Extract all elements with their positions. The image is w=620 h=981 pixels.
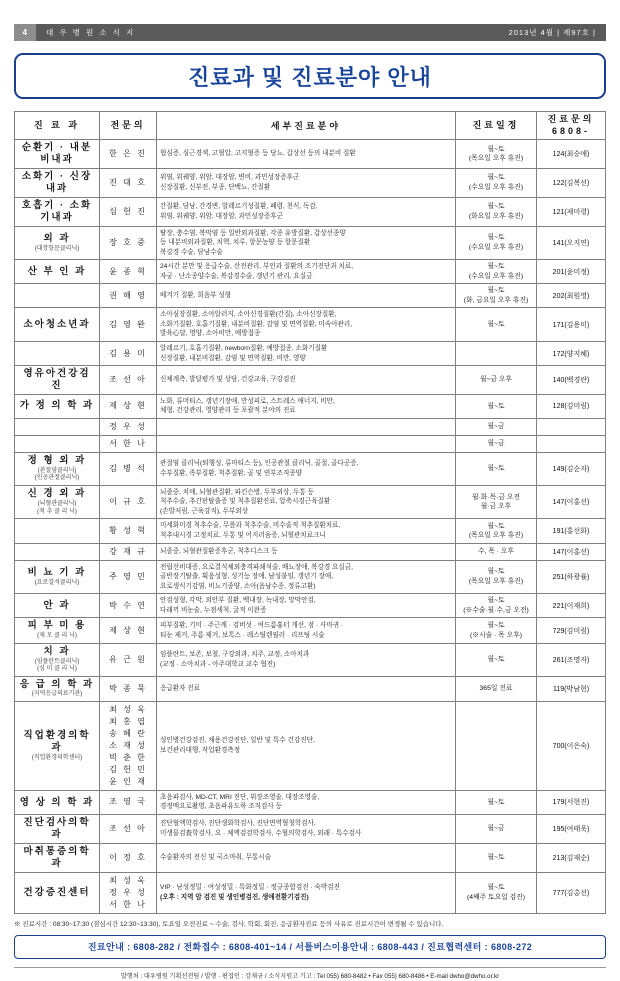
cell-tel: 119(박남현) bbox=[537, 676, 606, 701]
department-name: 영유아건강검진 bbox=[23, 368, 91, 391]
cell-field bbox=[157, 418, 456, 435]
cell-department bbox=[15, 519, 100, 543]
table-row bbox=[15, 140, 606, 169]
cell-schedule: 월~토 (목요일 오후 휴진) bbox=[456, 519, 537, 543]
cell-tel: 124(최승애) bbox=[537, 140, 606, 169]
cell-field: 탈장, 충수염, 복막염 등 일반외과질환, 각종 유방질환, 갑상선종양 등 내분비외과질환, 치핵, 치루, 항문농양 등 항문질환 복강경 수술, 담낭수술 bbox=[157, 226, 456, 260]
cell-doctor: 조 선 아 bbox=[100, 815, 157, 844]
department-name: 마취통증의학과 bbox=[23, 845, 91, 869]
department-table bbox=[14, 111, 606, 914]
cell-schedule: 월~토 bbox=[456, 790, 537, 814]
cell-doctor: 주 영 민 bbox=[100, 560, 157, 594]
cell-tel: 121(제미령) bbox=[537, 197, 606, 226]
cell-schedule: 월~토 (※수술·월·수,금 오전) bbox=[456, 594, 537, 618]
department-name: 소아청소년과 bbox=[23, 318, 91, 330]
table-row bbox=[15, 519, 606, 543]
cell-department bbox=[15, 226, 100, 260]
cell-department bbox=[15, 872, 100, 913]
cell-schedule: 월~토 (4째주 토요일 검진) bbox=[456, 872, 537, 913]
cell-field: 소아심장질환, 소아알러지, 소아신경질환(간질), 소아신장질환, 소화기질환, 호흡기질환, 내분비질환, 감염 및 면역질환, 미숙아관리, 발육心달, 영양, 소아비만, 예방접종 bbox=[157, 308, 456, 342]
cell-schedule: 월~금 bbox=[456, 815, 537, 844]
cell-schedule: 월~토 (수요일 오후 휴진) bbox=[456, 226, 537, 260]
cell-doctor: 제 상 현 bbox=[100, 618, 157, 643]
cell-tel: 700(이은숙) bbox=[537, 701, 606, 790]
table-row bbox=[15, 843, 606, 872]
newsletter-page bbox=[0, 24, 620, 980]
cell-tel: 191(홍선화) bbox=[537, 519, 606, 543]
cell-tel: 171(김용미) bbox=[537, 308, 606, 342]
table-row bbox=[15, 308, 606, 342]
cell-field: 응급환자 진료 bbox=[157, 676, 456, 701]
cell-field: 위염, 위궤양, 위암, 대장암, 변비, 과민성장증후군 신장질환, 신부전, 부종, 단백뇨, 간질환 bbox=[157, 169, 456, 198]
cell-schedule: 월~토 bbox=[456, 452, 537, 485]
cell-tel: 149(김순자) bbox=[537, 452, 606, 485]
cell-tel: 261(조명자) bbox=[537, 643, 606, 676]
cell-doctor: 한 은 진 bbox=[100, 140, 157, 169]
department-subtitle: (뇌혈관클리닉) (척 추 클 리 닉) bbox=[37, 501, 77, 515]
cell-department bbox=[15, 394, 100, 418]
cell-field: 알레르기, 호흡기질환, newborn질환, 예방접종, 소화기질환 신장질환, 내분비질환, 감염 및 면역질환, 비만, 영양 bbox=[157, 342, 456, 366]
cell-field: VIP · 남성정밀 · 여성정밀 · 특화정밀 · 정규종합검진 · 숙박검진 (오후 : 지역 암 검진 및 생인병검진, 생애전환기검진) bbox=[157, 872, 456, 913]
department-name: 비 뇨 기 과 bbox=[27, 566, 87, 578]
cell-tel: 195(여태욱) bbox=[537, 815, 606, 844]
department-subtitle: (직업환경의학센터) bbox=[31, 754, 83, 761]
cell-tel: 122(김복선) bbox=[537, 169, 606, 198]
cell-field: 신체계측, 발달평가 및 상담, 건강교육, 구강검진 bbox=[157, 366, 456, 395]
cell-tel: 251(하광률) bbox=[537, 560, 606, 594]
cell-doctor: 이 규 호 bbox=[100, 485, 157, 519]
cell-tel: 128(김미림) bbox=[537, 394, 606, 418]
cell-field: 관절염 클리닉(퇴행성, 류마티스 등), 인공관절 클리닉, 골절, 골다공증, 수부질환, 족부질환, 척추질환, 골 및 연부조직종양 bbox=[157, 452, 456, 485]
cell-doctor: 최 성 욱 정 우 성 서 한 나 bbox=[100, 872, 157, 913]
department-name: 산 부 인 과 bbox=[27, 265, 87, 277]
cell-doctor: 김 영 완 bbox=[100, 308, 157, 342]
cell-doctor: 서 한 나 bbox=[100, 435, 157, 452]
table-row bbox=[15, 226, 606, 260]
cell-doctor: 심 헌 진 bbox=[100, 197, 157, 226]
table-row bbox=[15, 485, 606, 519]
cell-tel: 179(서현진) bbox=[537, 790, 606, 814]
cell-schedule: 월~금 bbox=[456, 418, 537, 435]
cell-schedule: 365일 진료 bbox=[456, 676, 537, 701]
cell-field: 뇌졸중, 뇌혈관질환증후군, 척추디스크 등 bbox=[157, 543, 456, 560]
table-row bbox=[15, 366, 606, 395]
cell-department bbox=[15, 197, 100, 226]
cell-field: 협심증, 심근경색, 고혈압, 고지혈증 등 당뇨, 갑상선 등의 내분비 질환 bbox=[157, 140, 456, 169]
header-schedule: 진료일정 bbox=[456, 112, 537, 140]
cell-field: 간질환, 담낭, 간경변, 알레르기성질환, 폐렴, 천식, 독감, 위염, 위궤양, 위암, 대장암, 과민성장증후군 bbox=[157, 197, 456, 226]
cell-tel: 213(김재순) bbox=[537, 843, 606, 872]
cell-department bbox=[15, 543, 100, 560]
cell-department bbox=[15, 485, 100, 519]
cell-department bbox=[15, 676, 100, 701]
publication-name: 대 우 병 원 소 식 지 bbox=[46, 28, 136, 37]
table-header-row bbox=[15, 112, 606, 140]
department-subtitle: (지역응급의료기관) bbox=[31, 691, 83, 698]
cell-department bbox=[15, 308, 100, 342]
department-subtitle: (요로결석클리닉) bbox=[34, 579, 80, 586]
cell-doctor: 유 근 원 bbox=[100, 643, 157, 676]
cell-tel: 147(이홍선) bbox=[537, 485, 606, 519]
colophon: 발행처 : 대우병원 기획선전팀 / 발행 · 편집인 : 강재규 / 소식지원고 기고 : Tel 055) 680-8482 • Fax 055) 680-8486 • E-mail dwho@dwho.or.kr bbox=[14, 967, 606, 981]
department-name: 안 과 bbox=[43, 599, 71, 611]
cell-department bbox=[15, 435, 100, 452]
cell-tel: 729(김미림) bbox=[537, 618, 606, 643]
cell-tel: 221(이재희) bbox=[537, 594, 606, 618]
cell-schedule: 월~토 (※시술 · 목 오후) bbox=[456, 618, 537, 643]
cell-doctor: 조 영 국 bbox=[100, 790, 157, 814]
department-subtitle: (제 모 클 리 닉) bbox=[37, 633, 77, 640]
department-name: 영 상 의 학 과 bbox=[19, 796, 95, 808]
cell-department bbox=[15, 815, 100, 844]
cell-department bbox=[15, 452, 100, 485]
cell-schedule: 월~토 bbox=[456, 643, 537, 676]
cell-field: 노화, 류머티스, 갱년기장애, 만성피로, 스트레스 애너지, 비만, 체형, 건강관리, 영양관리 등 포괄적 분야의 진료 bbox=[157, 394, 456, 418]
department-name: 신 경 외 과 bbox=[27, 488, 87, 500]
department-name: 순환기 · 내분비내과 bbox=[21, 142, 93, 166]
cell-schedule: 월~토 (목요일 오후 휴진) bbox=[456, 560, 537, 594]
cell-tel: 147(이홍선) bbox=[537, 543, 606, 560]
department-name: 외 과 bbox=[43, 232, 71, 244]
cell-doctor: 권 해 영 bbox=[100, 284, 157, 308]
cell-field: 성인병건강검진, 채용건강진단, 일반 및 특수 건강진단, 보건관리대행, 작업환경측정 bbox=[157, 701, 456, 790]
table-row bbox=[15, 197, 606, 226]
cell-department bbox=[15, 169, 100, 198]
cell-tel: 172(양지혜) bbox=[537, 342, 606, 366]
department-name: 호흡기 · 소화기내과 bbox=[21, 199, 93, 223]
cell-schedule: 월~토 (수요일 오후 휴진) bbox=[456, 260, 537, 284]
department-name: 응 급 의 학 과 bbox=[19, 678, 95, 690]
table-row bbox=[15, 643, 606, 676]
cell-doctor: 조 선 아 bbox=[100, 366, 157, 395]
page-header-bar bbox=[14, 24, 606, 41]
cell-schedule: 월~금 bbox=[456, 435, 537, 452]
cell-schedule: 월·화·목·금 오전 월·금 오후 bbox=[456, 485, 537, 519]
cell-schedule bbox=[456, 701, 537, 790]
page-title-box bbox=[14, 53, 606, 99]
cell-tel: 140(백경란) bbox=[537, 366, 606, 395]
cell-tel: 777(김총선) bbox=[537, 872, 606, 913]
department-name: 직업환경의학과 bbox=[23, 729, 91, 753]
cell-doctor: 윤 종 혁 bbox=[100, 260, 157, 284]
table-row bbox=[15, 543, 606, 560]
cell-field: 미세화미경 척추수술, 무릎과 척추수술, 비수술적 척추질환치료, 척추내시경 고정치료, 두통 및 어지러움증, 뇌혈관치료크니 bbox=[157, 519, 456, 543]
table-row bbox=[15, 815, 606, 844]
cell-schedule: 월~금 오후 bbox=[456, 366, 537, 395]
header-tel bbox=[537, 112, 606, 140]
page-title: 진료과 및 진료분야 안내 bbox=[188, 64, 432, 90]
cell-doctor: 장 호 중 bbox=[100, 226, 157, 260]
cell-schedule: 월~토 (화, 금요일 오후 휴진) bbox=[456, 284, 537, 308]
cell-doctor: 황 성 혁 bbox=[100, 519, 157, 543]
cell-department bbox=[15, 618, 100, 643]
header-dept: 진 료 과 bbox=[15, 112, 100, 140]
table-row bbox=[15, 169, 606, 198]
cell-schedule: 월~토 bbox=[456, 843, 537, 872]
cell-department bbox=[15, 643, 100, 676]
cell-field: 임플란트, 보존, 보철, 구강외과, 치주, 교정, 소아치과 (교정 · 소아치과 - 아주대학교 교수 협진) bbox=[157, 643, 456, 676]
cell-doctor: 제 상 현 bbox=[100, 394, 157, 418]
cell-field: 뇌졸중, 치매, 뇌혈관질환, 파킨슨병, 두부외상, 두통 등 척추수술, 추간판탈출증 및 척추질환진료, 압축시경근육질환 (손발저림, 근육강직), 두부외상 bbox=[157, 485, 456, 519]
table-row bbox=[15, 284, 606, 308]
department-name: 진단검사의학과 bbox=[23, 817, 91, 840]
cell-department bbox=[15, 342, 100, 366]
cell-field: 초음파검사, MD-CT, MRI 진단, 위장조영술, 대장조영술, 경정맥요로촬영, 초음파유도하 조직검사 등 bbox=[157, 790, 456, 814]
table-row bbox=[15, 435, 606, 452]
department-subtitle: (관절염클리닉) (인공관절클리닉) bbox=[34, 467, 80, 482]
table-row bbox=[15, 594, 606, 618]
header-field: 세부진료분야 bbox=[157, 112, 456, 140]
department-name: 가 정 의 학 과 bbox=[19, 400, 95, 412]
table-row bbox=[15, 676, 606, 701]
table-row bbox=[15, 418, 606, 435]
cell-department bbox=[15, 790, 100, 814]
department-name: 치 과 bbox=[43, 645, 71, 657]
cell-schedule: 월~토 bbox=[456, 394, 537, 418]
cell-doctor: 진 대 호 bbox=[100, 169, 157, 198]
table-row bbox=[15, 872, 606, 913]
table-row bbox=[15, 618, 606, 643]
table-row bbox=[15, 790, 606, 814]
cell-tel: 201(윤미정) bbox=[537, 260, 606, 284]
cell-field: 베겨기 질환, 희음부 성형 bbox=[157, 284, 456, 308]
cell-tel bbox=[537, 435, 606, 452]
cell-field: 24시간 분만 및 응급수술, 산전관리, 부인과 질환의 조기진단과 치료, 자궁 · 난소종양수술, 복강경수술, 갱년기 관리, 요실금 bbox=[157, 260, 456, 284]
cell-field bbox=[157, 435, 456, 452]
header-tel-line1: 진료문의 bbox=[547, 114, 595, 124]
page-number: 4 bbox=[14, 24, 36, 41]
cell-department bbox=[15, 701, 100, 790]
cell-schedule: 월~토 (목요일 오후 휴진) bbox=[456, 140, 537, 169]
cell-department bbox=[15, 418, 100, 435]
cell-doctor: 김 병 석 bbox=[100, 452, 157, 485]
department-name: 피 부 미 용 bbox=[27, 620, 87, 632]
table-row bbox=[15, 560, 606, 594]
cell-field: 수술환자의 전신 및 국소마취, 무통시술 bbox=[157, 843, 456, 872]
cell-department bbox=[15, 843, 100, 872]
cell-field: 피부질환, 기미 · 주근깨 · 검버섯 · 여드름흉터 개선, 점 · 사마귀 · 티눈 제거, 주름 제거, 보톡스 · 레스틸렌필러 · 리프팅 시술 bbox=[157, 618, 456, 643]
cell-doctor: 정 우 성 bbox=[100, 418, 157, 435]
schedule-footnote: ※ 진료시간 : 08:30~17:30 (점심시간 12:30~13:30), 토요일 오전진료 ~ 수술, 검사, 학회, 회진, 응급환자진료 등의 사유로 진료시간이 변경될 수 있습니다. bbox=[14, 920, 444, 928]
contact-info-bar: 진료안내 : 6808-282 / 전화접수 : 6808-401~14 / 서틀버스이용안내 : 6808-443 / 진료협력센터 : 6808-272 bbox=[14, 935, 606, 959]
table-body bbox=[15, 140, 606, 913]
cell-field: 진단혈액학검사, 진단생화학검사, 진단면역혈청학검사, 미생물검查학검사, 요 · 체액검검학검사, 수혈의학검사, 외래 · 특수검사 bbox=[157, 815, 456, 844]
cell-schedule: 수, 목 · 오후 bbox=[456, 543, 537, 560]
table-row bbox=[15, 260, 606, 284]
cell-field: 전립선비대증, 요로결석체외충격파쇄석술, 배뇨장애, 복강경 요실금, 골반장기탈출, 획음성형, 성기능 장애, 남성불임, 갱년기 장애, 요로생식기감염, 비뇨기종양, 소아(음낭수종, 정류고환) bbox=[157, 560, 456, 594]
cell-tel bbox=[537, 418, 606, 435]
cell-doctor: 이 정 호 bbox=[100, 843, 157, 872]
cell-doctor: 김 용 미 bbox=[100, 342, 157, 366]
cell-schedule: 월~토 bbox=[456, 308, 537, 342]
cell-doctor: 최 성 욱 최 홍 엽 송 혜 란 소 재 성 빅 춘 한 김 헌 민 윤 인 재 bbox=[100, 701, 157, 790]
table-row bbox=[15, 342, 606, 366]
cell-schedule: 월~토 (화요일 오후 휴진) bbox=[456, 197, 537, 226]
cell-tel: 202(최원영) bbox=[537, 284, 606, 308]
table-row bbox=[15, 701, 606, 790]
department-name: 소화기 · 신장내과 bbox=[21, 171, 93, 194]
cell-department bbox=[15, 140, 100, 169]
cell-department bbox=[15, 366, 100, 395]
cell-schedule: 월~토 (수요일 오후 휴진) bbox=[456, 169, 537, 198]
department-name: 건강증진센터 bbox=[23, 886, 91, 898]
header-tel-line2: 6808- bbox=[551, 125, 591, 136]
department-subtitle: (임플란트클리닉) (심 미 클 리 닉) bbox=[34, 658, 80, 673]
table-row bbox=[15, 452, 606, 485]
cell-department bbox=[15, 560, 100, 594]
cell-department bbox=[15, 260, 100, 284]
header-doctor: 전문의 bbox=[100, 112, 157, 140]
table-row bbox=[15, 394, 606, 418]
cell-doctor: 박 종 묵 bbox=[100, 676, 157, 701]
cell-field: 안검성형, 각막, 외안부 질환, 백내장, 녹내장, 망막안검, 다래끼 비눈술, 누점세척, 굴적 이완증 bbox=[157, 594, 456, 618]
cell-doctor: 강 재 규 bbox=[100, 543, 157, 560]
department-name: 정 형 외 과 bbox=[27, 454, 87, 466]
cell-department bbox=[15, 594, 100, 618]
issue-info: 2013년 4월 | 제97호 | bbox=[508, 28, 596, 37]
cell-department bbox=[15, 284, 100, 308]
cell-schedule bbox=[456, 342, 537, 366]
department-subtitle: (대장항문클리닉) bbox=[34, 245, 80, 252]
cell-tel: 141(오지연) bbox=[537, 226, 606, 260]
cell-doctor: 박 수 연 bbox=[100, 594, 157, 618]
